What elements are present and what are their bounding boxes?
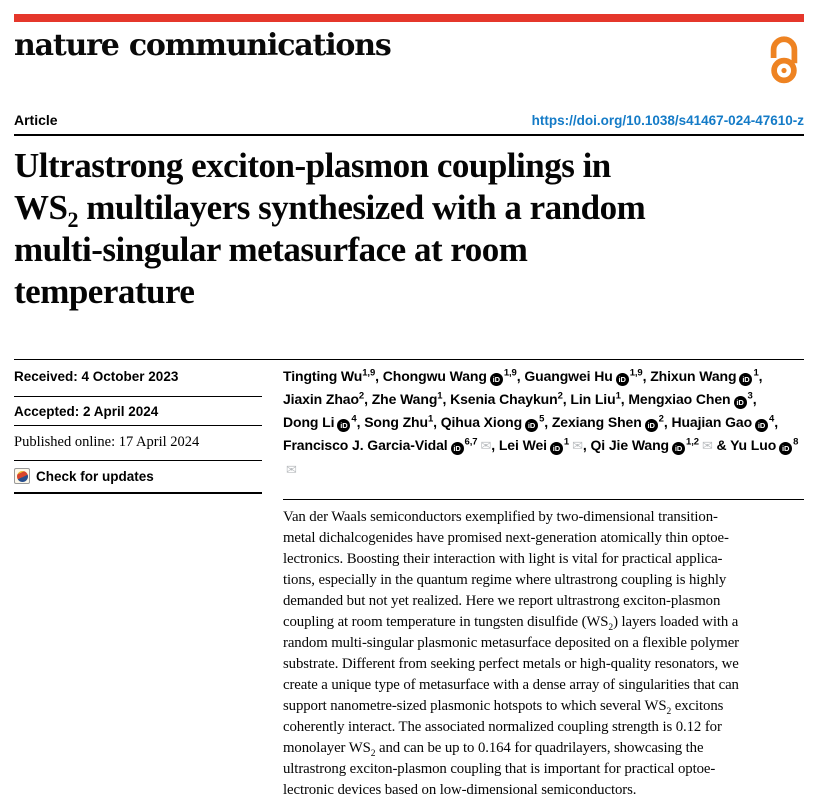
orcid-icon[interactable]: iD [672,442,685,455]
author: Qi Jie Wang iD$^{1,2}$ ✉ [590,436,713,454]
author: Dong Li $iD^4$ [283,413,357,430]
affiliation-superscript: 4 [769,413,775,425]
orcid-icon[interactable]: iD [779,442,792,455]
author: Jiaxin Zhao$^2$ [283,390,365,407]
author: Zexiang Shen $iD^2$ [551,413,664,430]
affiliation-superscript: 5 [539,413,545,425]
affiliation-superscript: 2 [557,390,563,402]
author: Francisco J. Garcia-Vidal iD$^{6,7}$ ✉ [283,436,492,454]
brand-red-bar [14,14,804,22]
affiliation-superscript: 1,9 [503,367,517,379]
crossmark-circle [17,471,28,482]
column-gap [262,360,283,801]
orcid-icon[interactable]: iD [755,419,768,432]
abstract-line: substrate. Different from seeking perfect metals or high-quality resonators, we [283,656,739,672]
published-row [14,426,262,461]
author: Zhe Wang$^1$ [371,390,443,407]
orcid-icon[interactable]: iD [616,373,629,386]
masthead [14,22,804,84]
orcid-icon[interactable]: iD [734,396,747,409]
abstract-line: coherently interact. The associated normalized coupling strength is 0.12 for [283,719,722,735]
abstract-line: Van der Waals semiconductors exemplified by two-dimensional transition- [283,509,718,525]
check-for-updates-label: Check for updates [36,468,154,484]
author: Lin Liu$^1$ [570,390,621,407]
abstract [283,500,804,801]
email-icon[interactable]: ✉ [572,439,583,454]
author: Ksenia Chaykun$^2$ [450,390,563,407]
open-access-icon [766,32,802,84]
author: Tingting Wu$^{1,9}$ [283,367,376,384]
received-date: Received: 4 October 2023 [14,369,179,384]
affiliation-superscript: 3 [747,390,753,402]
article-main-column [283,360,804,801]
received-row [14,360,262,397]
author: Song Zhu$^1$ [364,413,434,430]
affiliation-superscript: 2 [358,390,365,402]
article-meta-column [14,360,262,801]
email-icon[interactable]: ✉ [480,439,492,454]
affiliation-superscript: 4 [351,413,357,425]
article-page [0,14,818,798]
email-icon[interactable]: ✉ [286,463,297,478]
author-list: Tingting Wu$^{1,9}$, Chongwu Wang iD$^{1,9}$, Guangwei Hu iD$^{1,9}$, Zhixun Wang $iD^1$, Jiaxin Zhao$^2$, Zhe Wang$^1$, Ksenia Chaykun$^2$, Lin Liu$^1$, Mengxiao Chen $iD^3$, Dong Li $iD^4$, Song Zhu$^1$, Qihua Xiong $iD^5$, Zexiang Shen $iD^2$, Huajian Gao $iD^4$, Francisco J. Garcia-Vidal iD$^{6,7}$ ✉, Lei Wei $iD^1$ ✉, Qi Jie Wang iD$^{1,2}$ ✉ & Yu Luo $iD^8✉$ [283,360,804,500]
abstract-line: metal dichalcogenides have promised next-generation atomically thin optoe- [283,530,729,546]
orcid-icon[interactable]: iD [739,373,752,386]
author: Mengxiao Chen $iD^3$ [628,390,753,407]
published-date: Published online: 17 April 2024 [14,434,200,450]
author: Chongwu Wang iD$^{1,9}$ [382,367,517,384]
title-line: temperature [14,272,195,311]
orcid-icon[interactable]: iD [525,419,538,432]
author: Huajian Gao $iD^4$ [671,413,775,430]
abstract-line: lectronics. Boosting their interaction with light is vital for practical applica- [283,551,723,567]
orcid-icon[interactable]: iD [550,442,563,455]
orcid-icon[interactable]: iD [645,419,658,432]
article-header-row [14,112,804,128]
author: Qihua Xiong $iD^5$ [440,413,545,430]
abstract-line: demanded but not yet realized. Here we report ultrastrong exciton-plasmon [283,593,721,609]
abstract-line: coupling at room temperature in tungsten disulfide $(WS_2)$ layers loaded with a [283,614,739,633]
journal-logo: nature communications [14,28,391,63]
orcid-icon[interactable]: iD [337,419,350,432]
affiliation-superscript: 1,9 [362,367,376,379]
affiliation-superscript: 1 [563,436,570,448]
author: Yu Luo $iD^8✉$ [286,436,799,478]
article-type-label: Article [14,112,58,128]
author: Lei Wei $iD^1$ ✉ [498,436,583,454]
abstract-line: monolayer $WS_2$ and can be up to 0.164 for quadrilayers, showcasing the [283,740,704,759]
affiliation-superscript: 1 [615,390,621,402]
title-line: Ultrastrong exciton-plasmon couplings in [14,146,611,185]
abstract-line: ultrastrong exciton-plasmon coupling that is important for practical optoe- [283,761,716,777]
accepted-date: Accepted: 2 April 2024 [14,404,159,419]
header-divider [14,134,804,136]
check-for-updates-button[interactable] [14,461,262,494]
affiliation-superscript: 1,2 [686,436,699,448]
abstract-line: support nanometre-sized plasmonic hotspots to which several $WS_2$ excitons [283,698,724,717]
affiliation-superscript: 1 [437,390,443,402]
title-line: $WS_2$ multilayers synthesized with a random [14,188,646,232]
doi-link[interactable]: https://doi.org/10.1038/s41467-024-47610-z [531,113,804,128]
orcid-icon[interactable]: iD [451,442,464,455]
crossmark-icon [14,468,30,484]
affiliation-superscript: 1 [427,413,434,425]
abstract-line: create a unique type of metasurface with a dense array of singularities that can [283,677,739,693]
title-line: multi-singular metasurface at room [14,230,528,269]
abstract-line: tions, especially in the quantum regime where ultrastrong coupling is highly [283,572,727,588]
author: Guangwei Hu iD$^{1,9}$ [524,367,643,384]
accepted-row [14,397,262,426]
affiliation-superscript: 1 [753,367,759,379]
affiliation-superscript: 1,9 [629,367,643,379]
article-title [14,145,804,313]
author: Zhixun Wang $iD^1$ [650,367,759,384]
abstract-line: random multi-singular plasmonic metasurface deposited on a flexible polymer [283,635,740,651]
email-icon[interactable]: ✉ [701,439,713,454]
affiliation-superscript: 8 [793,436,799,448]
body-columns [14,360,804,801]
abstract-line: lectronic devices based on low-dimensional semiconductors. [283,782,637,798]
orcid-icon[interactable]: iD [490,373,503,386]
affiliation-superscript: 2 [658,413,664,425]
affiliation-superscript: 6,7 [464,436,478,448]
